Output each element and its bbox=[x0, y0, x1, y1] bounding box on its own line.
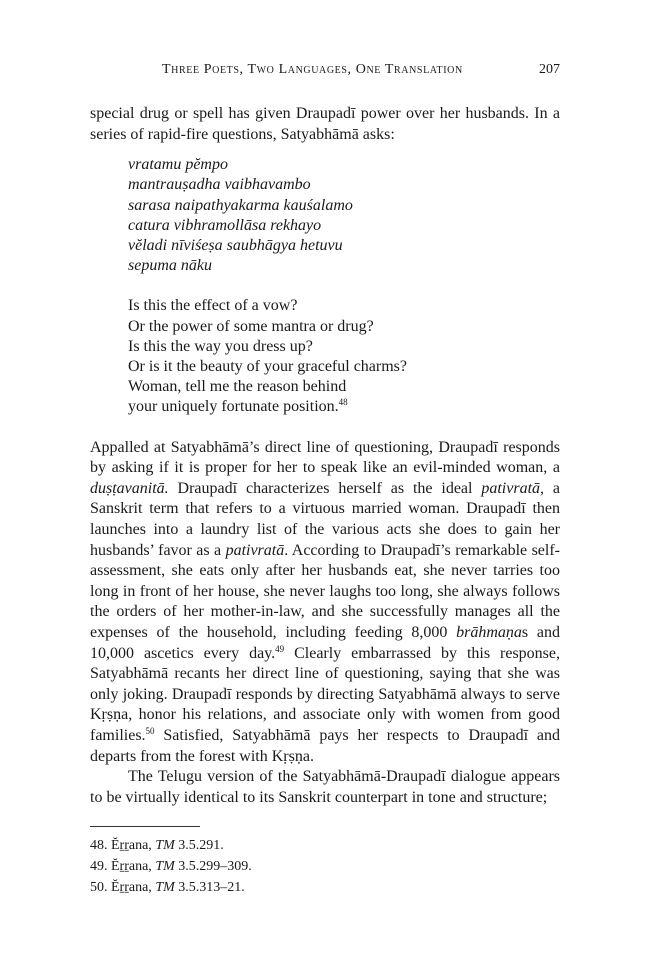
footnote-number: 50. bbox=[90, 880, 108, 895]
text-span: Clearly embarrassed by this response, Satyabhāmā recants her direct line of questioning, saying that she was only joking. Draupadī responds by directing Satyabhāmā always to serve Kṛṣṇa, honor his relations, and associate only with women from good families. bbox=[90, 644, 560, 744]
text-span: a Sanskrit term that refers to a virtuous married woman. Draupadī then launches into a laundry list of the various acts she does to gain her husbands’ favor as a bbox=[90, 479, 560, 559]
footnote-author: Ĕṟṟana, bbox=[111, 880, 152, 895]
text-span: s and 10,000 ascetics every day. bbox=[90, 623, 560, 662]
footnote-author: Ĕṟṟana, bbox=[111, 859, 152, 874]
term-pativrata: pativratā bbox=[225, 541, 285, 559]
footnote-50 bbox=[90, 877, 560, 898]
footnote-ref-49[interactable]: 49 bbox=[275, 643, 285, 654]
term-dustavanita: duṣṭavanitā. bbox=[90, 479, 169, 497]
footnote-work: TM bbox=[155, 838, 175, 853]
text-span: Draupadī characterizes herself as the ideal bbox=[168, 479, 482, 497]
translation-line bbox=[128, 397, 560, 417]
verse-line: sarasa naipathyakarma kauśalamo bbox=[128, 196, 353, 214]
paragraph-draupadi-response bbox=[90, 438, 560, 768]
footnote-ref: 3.5.313–21. bbox=[178, 880, 245, 895]
footnotes bbox=[90, 835, 560, 898]
running-title: Three Poets, Two Languages, One Translation bbox=[162, 62, 463, 77]
footnote-49 bbox=[90, 856, 560, 877]
paragraph-telugu-version: The Telugu version of the Satyabhāmā-Draupadī dialogue appears to be virtually identical to its Sanskrit counterpart in tone and structure; bbox=[90, 768, 560, 806]
verse-line: catura vibhramollāsa rekhayo bbox=[128, 216, 322, 234]
footnote-number: 49. bbox=[90, 859, 108, 874]
verse-line: vratamu pĕmpo bbox=[128, 156, 228, 174]
footnote-ref-48[interactable]: 48 bbox=[338, 397, 348, 408]
translation-text: your uniquely fortunate position. bbox=[128, 398, 339, 416]
footnote-ref-50[interactable]: 50 bbox=[145, 725, 155, 736]
translation-line: Or is it the beauty of your graceful charms? bbox=[128, 358, 408, 376]
footnote-divider bbox=[90, 826, 200, 827]
footnote-author: Ĕṟṟana, bbox=[111, 838, 152, 853]
intro-paragraph: special drug or spell has given Draupadī power over her husbands. In a series of rapid-fire questions, Satyabhāmā asks: bbox=[90, 105, 560, 143]
footnote-ref: 3.5.299–309. bbox=[178, 859, 252, 874]
term-brahmana: brāhmaṇa bbox=[456, 623, 522, 641]
translation-line: Woman, tell me the reason behind bbox=[128, 378, 347, 396]
page-number: 207 bbox=[539, 62, 560, 77]
text-span: Satisfied, Satyabhāmā pays her respects to Draupadī and departs from the forest with Kṛṣṇa. bbox=[90, 726, 560, 765]
telugu-verse bbox=[128, 155, 560, 276]
translation-line: Is this the effect of a vow? bbox=[128, 297, 298, 315]
term-pativrata: pativratā, bbox=[481, 479, 545, 497]
footnote-number: 48. bbox=[90, 838, 108, 853]
verse-line: vĕladi nīviśeṣa saubhāgya hetuvu bbox=[128, 237, 343, 254]
verse-line: sepuma nāku bbox=[128, 257, 212, 275]
footnote-48 bbox=[90, 835, 560, 856]
translation-line: Is this the way you dress up? bbox=[128, 337, 313, 355]
main-text bbox=[90, 104, 560, 808]
footnote-work: TM bbox=[155, 859, 175, 874]
text-span: . According to Draupadī’s remarkable self-assessment, she eats only after her husbands eat, she never tarries too long in front of her house, she never laughs too long, she always follows the orders of her mother-in-law, and she successfully manages all the expenses of the household, including feeding 8,000 bbox=[90, 541, 560, 641]
footnote-ref: 3.5.291. bbox=[178, 838, 224, 853]
text-span: Appalled at Satyabhāmā’s direct line of questioning, Draupadī responds by asking if it is proper for her to speak like an evil-minded woman, a bbox=[90, 438, 560, 477]
verse-line: mantrauṣadha vaibhavambo bbox=[128, 176, 311, 194]
footnote-work: TM bbox=[155, 880, 175, 895]
translation-line: Or the power of some mantra or drug? bbox=[128, 317, 374, 335]
english-translation bbox=[128, 296, 560, 417]
